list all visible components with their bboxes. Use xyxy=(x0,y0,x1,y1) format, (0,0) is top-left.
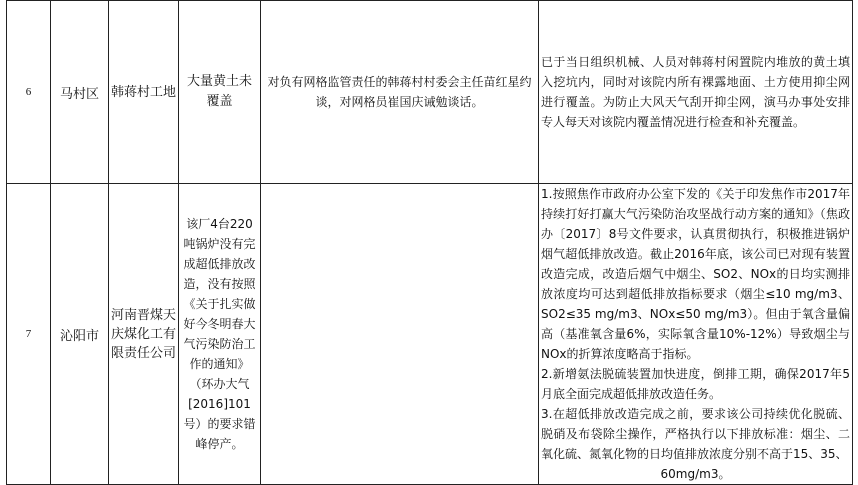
accountability-cell: 对负有网格监管责任的韩蒋村村委会主任苗红星约谈，对网格员崔国庆诫勉谈话。 xyxy=(261,1,539,184)
rectification-item: 2.新增氨法脱硫装置加快进度，倒排工期，确保2017年5月底全面完成超低排放改造任务。 xyxy=(541,367,850,401)
site-name-cell: 河南晋煤天庆煤化工有限责任公司 xyxy=(109,184,179,485)
accountability-cell xyxy=(261,184,539,485)
district-cell: 马村区 xyxy=(51,1,109,184)
rectification-cell xyxy=(539,184,853,485)
row-number: 6 xyxy=(7,1,51,184)
problem-cell: 该厂4台220吨锅炉没有完成超低排放改造，没有按照《关于扎实做好今冬明春大气污染防治工作的通知》（环办大气[2016]101号）的要求错峰停产。 xyxy=(179,184,261,485)
table-row xyxy=(7,184,853,485)
table-row xyxy=(7,1,853,184)
rectification-item: 3.在超低排放改造完成之前，要求该公司持续优化脱硫、脱硝及布袋除尘操作，严格执行以下排放标准：烟尘、二氧化硫、氮氧化物的日均值排放浓度分别不高于15、35、 xyxy=(541,407,850,461)
rectification-table xyxy=(6,0,853,485)
problem-cell: 大量黄土未覆盖 xyxy=(179,1,261,184)
rectification-item: 1.按照焦作市政府办公室下发的《关于印发焦作市2017年持续打好打赢大气污染防治攻坚战行动方案的通知》（焦政办〔2017〕8号文件要求，认真贯彻执行，积极推进锅炉烟气超低排放改造。截止2016年底，该公司已对现有装置改造完成，改造后烟气中烟尘、SO2、NOx的日均实测排放浓度均可达到超低排放指标要求（烟尘≤10 mg/m3、SO2≤35 mg/m3、NOx≤50 mg/m3）。但由于氧含量偏高（基准氧含量6%，实际氧含量10%-12%）导致烟尘与NOx的折算浓度略高于指标。 xyxy=(541,187,850,361)
row-number: 7 xyxy=(7,184,51,485)
rectification-cell: 已于当日组织机械、人员对韩蒋村闲置院内堆放的黄土填入挖坑内，同时对该院内所有裸露地面、土方使用抑尘网进行覆盖。为防止大风天气刮开抑尘网，演马办事处安排专人每天对该院内覆盖情况进行检查和补充覆盖。 xyxy=(539,1,853,184)
rectification-item: 60mg/m3。 xyxy=(660,467,731,481)
site-name-cell: 韩蒋村工地 xyxy=(109,1,179,184)
district-cell: 沁阳市 xyxy=(51,184,109,485)
